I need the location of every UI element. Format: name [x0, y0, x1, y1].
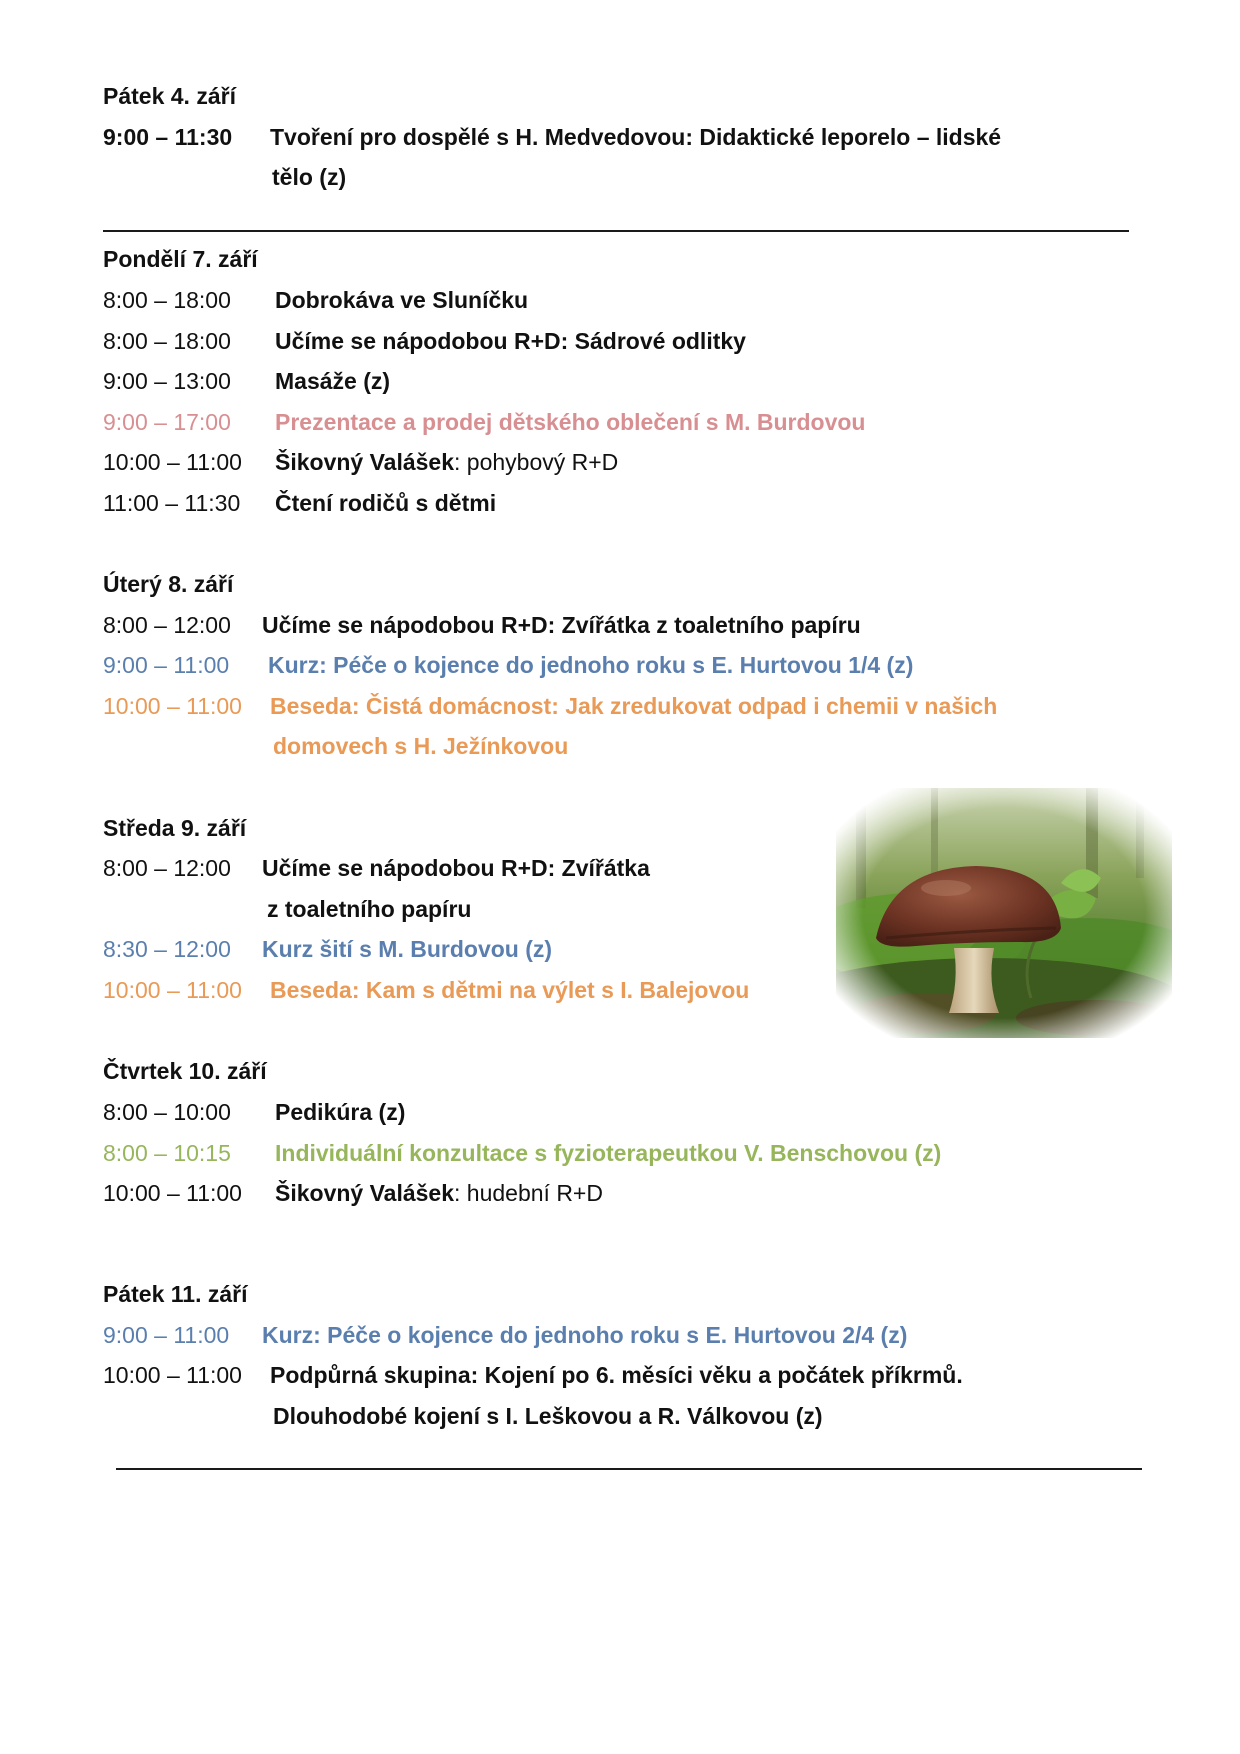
event-time: 9:00 – 11:30 — [103, 124, 233, 150]
event-detail: : pohybový R+D — [454, 449, 619, 475]
event-title: Masáže (z) — [275, 368, 391, 394]
event-title: Učíme se nápodobou R+D: Sádrové odlitky — [275, 328, 746, 354]
event-title-cont: z toaletního papíru — [267, 896, 472, 922]
event-time: 8:00 – 18:00 — [103, 328, 231, 354]
event-title: Pedikúra (z) — [275, 1099, 406, 1125]
event-title: Učíme se nápodobou R+D: Zvířátka — [262, 855, 650, 881]
day-heading-fri11: Pátek 11. září — [103, 1281, 248, 1307]
event-time: 10:00 – 11:00 — [103, 1362, 242, 1388]
event-time: 9:00 – 11:00 — [103, 652, 230, 678]
event-time: 8:00 – 12:00 — [103, 855, 231, 881]
event-time: 8:00 – 10:00 — [103, 1099, 231, 1125]
event-title: Kurz: Péče o kojence do jednoho roku s E. Hurtovou 2/4 (z) — [262, 1322, 908, 1348]
event-time: 8:00 – 18:00 — [103, 287, 231, 313]
event-title: Šikovný Valášek — [275, 449, 455, 475]
day-heading-fri4: Pátek 4. září — [103, 83, 236, 109]
event-detail: : hudební R+D — [454, 1180, 603, 1206]
separator-line — [116, 1468, 1142, 1470]
day-heading-mon7: Pondělí 7. září — [103, 246, 258, 272]
event-title: Kurz: Péče o kojence do jednoho roku s E. Hurtovou 1/4 (z) — [268, 652, 914, 678]
event-time: 8:30 – 12:00 — [103, 936, 231, 962]
event-title: Prezentace a prodej dětského oblečení s M. Burdovou — [275, 409, 866, 435]
event-title: Čtení rodičů s dětmi — [275, 490, 497, 516]
separator-line — [103, 230, 1129, 232]
event-title-cont: domovech s H. Ježínkovou — [273, 733, 569, 759]
event-time: 11:00 – 11:30 — [103, 490, 241, 516]
event-title-cont: Dlouhodobé kojení s I. Leškovou a R. Válkovou (z) — [273, 1403, 823, 1429]
event-title: Podpůrná skupina: Kojení po 6. měsíci věku a počátek příkrmů. — [270, 1362, 963, 1388]
event-title: Kurz šití s M. Burdovou (z) — [262, 936, 553, 962]
day-heading-thu10: Čtvrtek 10. září — [103, 1058, 267, 1084]
event-time: 9:00 – 11:00 — [103, 1322, 230, 1348]
event-title-row — [275, 447, 618, 477]
event-title: Dobrokáva ve Sluníčku — [275, 287, 529, 313]
event-time: 10:00 – 11:00 — [103, 1180, 242, 1206]
event-title: Beseda: Čistá domácnost: Jak zredukovat odpad i chemii v našich — [270, 693, 998, 719]
event-title: Šikovný Valášek — [275, 1180, 455, 1206]
event-time: 9:00 – 13:00 — [103, 368, 231, 394]
day-heading-tue8: Úterý 8. září — [103, 571, 234, 597]
event-time: 9:00 – 17:00 — [103, 409, 231, 435]
event-time: 8:00 – 10:15 — [103, 1140, 231, 1166]
event-title-cont: tělo (z) — [272, 164, 347, 190]
event-title: Tvoření pro dospělé s H. Medvedovou: Didaktické leporelo – lidské — [270, 124, 1002, 150]
mushroom-photo-icon — [836, 788, 1172, 1038]
event-title: Beseda: Kam s dětmi na výlet s I. Balejovou — [270, 977, 750, 1003]
event-time: 8:00 – 12:00 — [103, 612, 231, 638]
event-time: 10:00 – 11:00 — [103, 977, 242, 1003]
event-title-row — [275, 1178, 603, 1208]
day-heading-wed9: Středa 9. září — [103, 815, 247, 841]
event-time: 10:00 – 11:00 — [103, 449, 242, 475]
event-title: Individuální konzultace s fyzioterapeutkou V. Benschovou (z) — [275, 1140, 942, 1166]
event-time: 10:00 – 11:00 — [103, 693, 242, 719]
event-title: Učíme se nápodobou R+D: Zvířátka z toaletního papíru — [262, 612, 861, 638]
